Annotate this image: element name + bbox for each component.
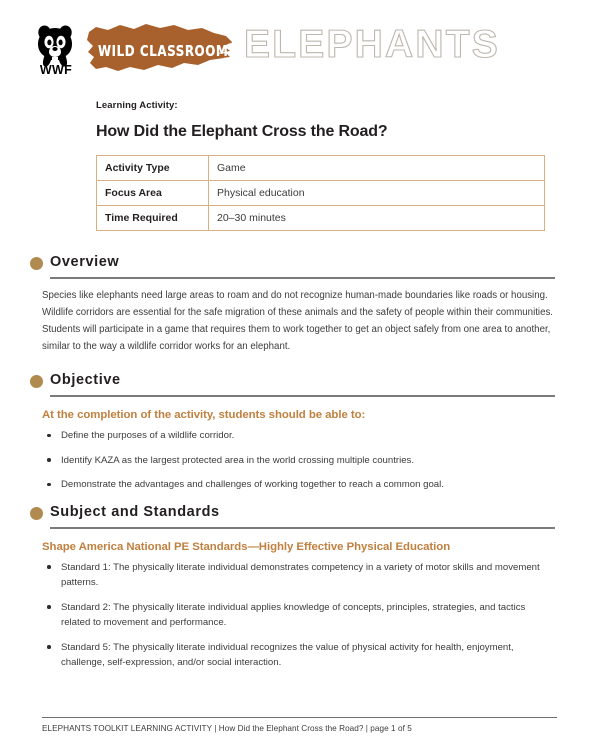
svg-text:WWF: WWF [39,63,73,76]
section-title: Subject and Standards [50,503,220,520]
section-body [42,541,555,671]
table-cell-value: 20–30 minutes [209,206,545,231]
standards-bullet-list [42,560,555,671]
section-divider [50,395,555,397]
section-header [30,253,610,275]
table-cell-key: Time Required [97,206,209,231]
page-content [0,88,610,680]
section-bullet-dot [30,507,43,520]
section-title: Objective [50,372,121,388]
table-row [97,156,545,181]
objective-subheading: At the completion of the activity, students should be able to: [42,409,366,421]
overview-paragraph: Species like elephants need large areas to roam and do not recognize human-made boundaries like roads or housing. Wildlife corridors are essential for the safe migration of these animals and the safety of people within their communities. Students will participate in a game that requires them to work together to get an object safely from one area to another, similar to the way a wildlife corridor works for an elephant. [42,290,553,352]
footer-divider [42,717,557,719]
section-header [30,371,610,393]
list-item: Identify KAZA as the largest protected area in the world crossing multiple countries. [42,453,555,469]
list-item: Standard 1: The physically literate individual demonstrates competency in a variety of motor skills and movement patterns. [42,560,555,591]
section-body [42,287,555,355]
table-row [97,181,545,206]
page-footer [42,717,557,734]
standards-subheading: Shape America National PE Standards—Highly Effective Physical Education [42,540,451,553]
wwf-panda-logo [32,24,82,76]
table-cell-value: Game [209,156,545,181]
page-header [0,0,610,88]
section-header [30,503,610,525]
section-title: Overview [50,254,120,270]
activity-title: How Did the Elephant Cross the Road? [96,123,388,140]
wild-classroom-brush-banner [86,22,234,78]
table-row [97,206,545,231]
section-overview [0,253,610,355]
section-objective [0,371,610,493]
table-cell-key: Focus Area [97,181,209,206]
brush-banner-label: WILD CLASSROOM [98,42,229,60]
list-item: Demonstrate the advantages and challenges of working together to reach a common goal. [42,477,555,493]
learning-activity-label: Learning Activity: [96,100,178,111]
activity-info-table [96,155,545,231]
section-body [42,409,555,493]
objective-bullet-list [42,428,555,493]
list-item: Define the purposes of a wildlife corridor. [42,428,555,444]
section-divider [50,277,555,279]
table-cell-value: Physical education [209,181,545,206]
list-item: Standard 2: The physically literate individual applies knowledge of concepts, principles, strategies, and tactics related to movement and performance. [42,600,555,631]
section-subject-and-standards [0,503,610,671]
document-title: ELEPHANTS [244,23,500,66]
list-item: Standard 5: The physically literate individual recognizes the value of physical activity for health, enjoyment, challenge, self-expression, and/or social interaction. [42,640,555,671]
section-bullet-dot [30,375,43,388]
table-cell-key: Activity Type [97,156,209,181]
footer-text: ELEPHANTS TOOLKIT LEARNING ACTIVITY | How Did the Elephant Cross the Road? | page 1 of 5 [42,724,412,733]
section-divider [50,527,555,529]
section-bullet-dot [30,257,43,270]
